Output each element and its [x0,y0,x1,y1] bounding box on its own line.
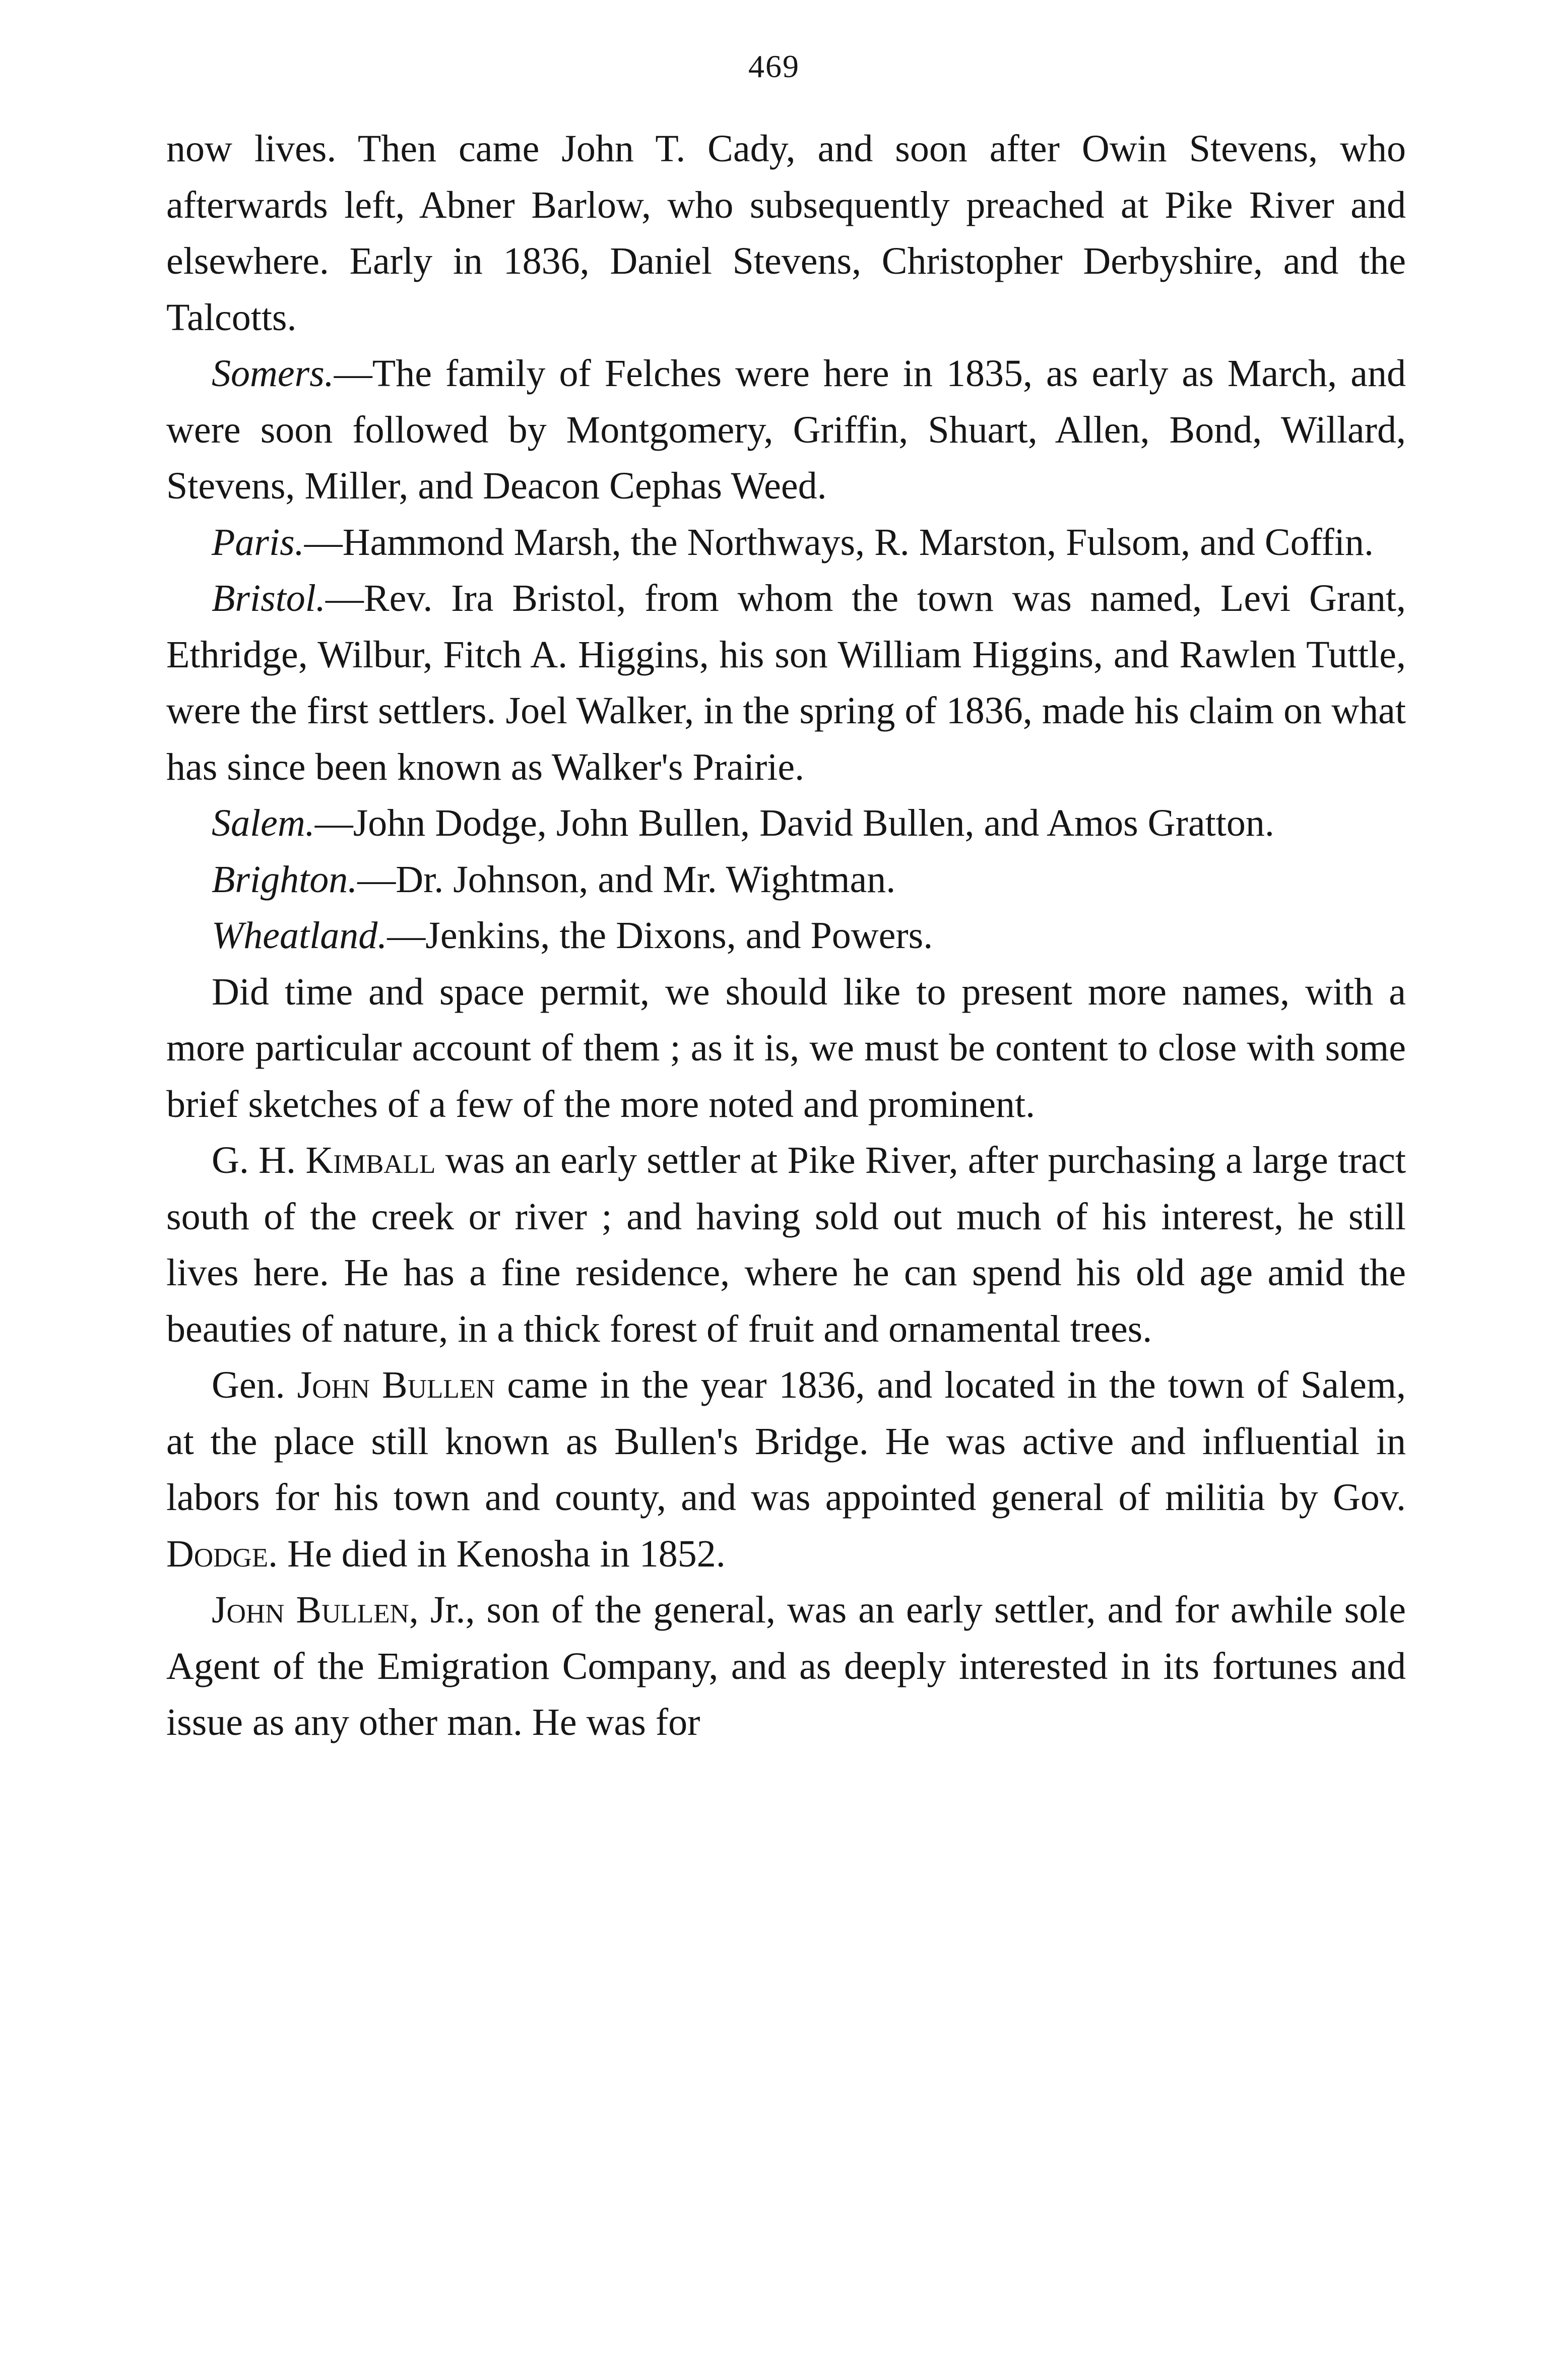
name-prefix: Gen. [212,1364,297,1406]
paragraph-text: —Hammond Marsh, the Northways, R. Marston, Fulsom, and Coffin. [304,521,1374,563]
paragraph-text: —The family of Felches were here in 1835, as early as March, and were soon followed by Montgomery, Griffin, Shuart, Allen, Bond, Willard, Stevens, Miller, and Deacon Cephas Weed. [166,352,1406,507]
person-name: Dodge [166,1532,269,1575]
page-number: 469 [748,48,800,84]
body-text [166,121,1406,1751]
paragraph-text: , Jr., son of the general, was an early settler, and for awhile sole Agent of the Emigration Company, and as deeply interested in its fortunes and issue as any other man. He was for [166,1589,1406,1743]
paragraph-text: —John Dodge, John Bullen, David Bullen, and Amos Gratton. [314,802,1274,844]
paragraph-text: came in the year 1836, and located in the town of Salem, at the place still known as Bullen's Bridge. He was active and influential in labors for his town and county, and was appointed general of militia by Gov. [166,1364,1406,1519]
person-name: John Bullen [297,1364,495,1406]
paragraph-gen-bullen [166,1357,1406,1582]
name-prefix: G. H. [212,1139,306,1181]
town-heading: Paris. [212,521,304,563]
paragraph-bullen-jr [166,1582,1406,1751]
person-name: John Bullen [212,1589,409,1631]
paragraph-salem [166,795,1406,852]
town-heading: Bristol. [212,577,326,619]
paragraph-text: —Rev. Ira Bristol, from whom the town was named, Levi Grant, Ethridge, Wilbur, Fitch A. Higgins, his son William Higgins, and Rawlen Tuttle, were the first settlers. Joel Walker, in the spring of 1836, made his claim on what has since been known as Walker's Prairie. [166,577,1406,788]
town-heading: Somers. [212,352,334,395]
paragraph-text: was an early settler at Pike River, after purchasing a large tract south of the creek or river ; and having sold out much of his interest, he still lives here. He has a fine residence, where he can spend his old age amid the beauties of nature, in a thick forest of fruit and ornamental trees. [166,1139,1406,1350]
town-heading: Brighton. [212,858,358,901]
paragraph [166,121,1406,346]
paragraph-wheatland [166,908,1406,964]
paragraph-brighton [166,852,1406,908]
paragraph-bristol [166,571,1406,795]
town-heading: Wheatland. [212,914,388,957]
paragraph-kimball [166,1133,1406,1357]
paragraph-text: Did time and space permit, we should like to present more names, with a more particular account of them ; as it is, we must be content to close with some brief sketches of a few of the more noted and prominent. [166,970,1406,1125]
paragraph [166,964,1406,1133]
paragraph-text: now lives. Then came John T. Cady, and soon after Owin Stevens, who afterwards left, Abner Barlow, who subsequently preached at Pike River and elsewhere. Early in 1836, Daniel Stevens, Christopher Derbyshire, and the Talcotts. [166,128,1406,339]
paragraph-somers [166,346,1406,515]
town-heading: Salem. [212,802,315,844]
paragraph-text: . He died in Kenosha in 1852. [268,1532,726,1575]
paragraph-text: —Dr. Johnson, and Mr. Wightman. [357,858,896,901]
paragraph-text: —Jenkins, the Dixons, and Powers. [387,914,933,957]
person-name: Kimball [305,1139,436,1181]
paragraph-paris [166,515,1406,571]
